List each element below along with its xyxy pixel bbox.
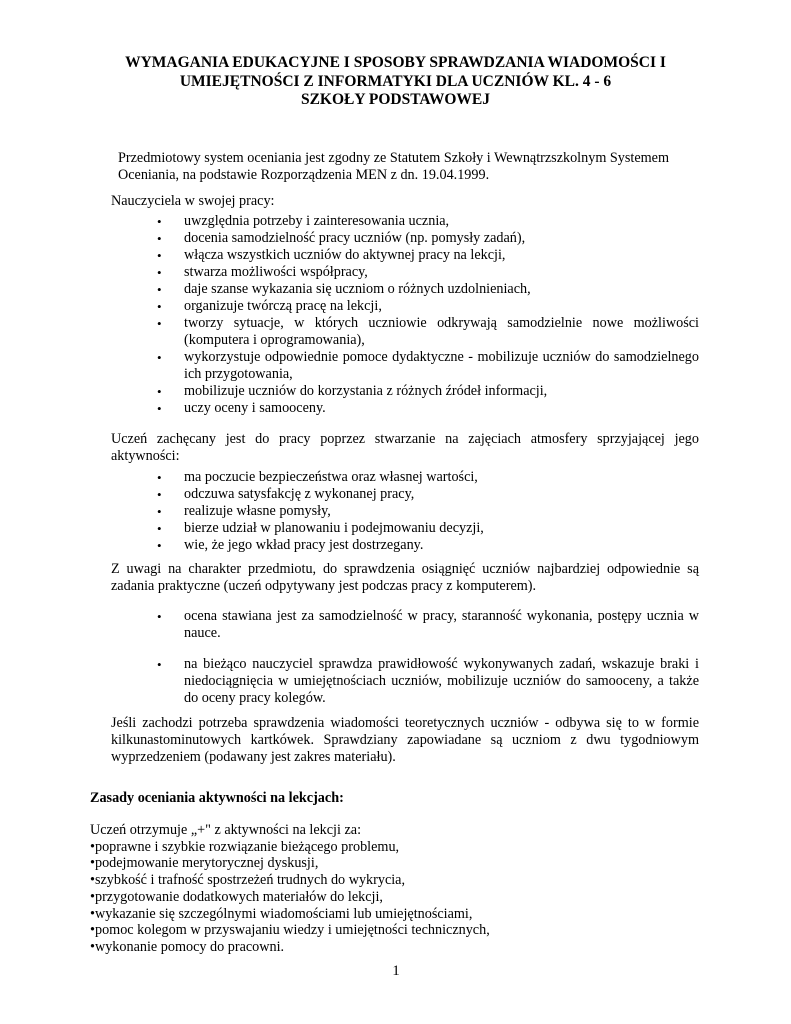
bullet-icon: • xyxy=(157,265,162,280)
bullet-icon: • xyxy=(157,487,162,502)
list-item: • wykorzystuje odpowiednie pomoce dydaktyczne - mobilizuje uczniów do samodzielnego ich przygotowania, xyxy=(157,349,699,382)
intro-line: Przedmiotowy system oceniania jest zgodny ze Statutem Szkoły i Wewnątrzszkolnym Systemem xyxy=(118,150,670,166)
list-item: •wykazanie się szczególnymi wiadomościami lub umiejętnościami, xyxy=(90,905,473,922)
paragraph-line: Uczeń zachęcany jest do pracy poprzez stwarzanie na zajęciach atmosfery sprzyjającej jego xyxy=(111,431,699,447)
teacher-heading: Nauczyciela w swojej pracy: xyxy=(111,193,275,209)
list-item: • tworzy sytuacje, w których uczniowie odkrywają samodzielnie nowe możliwości (komputera i oprogramowania), xyxy=(157,315,699,348)
list-item: • organizuje twórczą pracę na lekcji, xyxy=(157,298,382,314)
rules-heading: Zasady oceniania aktywności na lekcjach: xyxy=(90,790,344,806)
bullet-icon: • xyxy=(157,350,162,365)
page-title xyxy=(90,54,701,110)
bullet-icon: • xyxy=(157,504,162,519)
student-list xyxy=(157,469,699,554)
intro-paragraph xyxy=(118,150,678,184)
paragraph-line: kilkunastominutowych kartkówek. Sprawdziany zapowiadane są uczniom z dwu tygodniowym xyxy=(111,732,699,748)
bullet-icon: • xyxy=(90,855,95,872)
bullet-icon: • xyxy=(90,905,95,922)
list-item: • daje szanse wykazania się uczniom o różnych uzdolnieniach, xyxy=(157,281,531,297)
list-item: •podejmowanie merytorycznej dyskusji, xyxy=(90,855,319,872)
list-item: • ma poczucie bezpieczeństwa oraz własnej wartości, xyxy=(157,469,478,485)
bullet-icon: • xyxy=(90,838,95,855)
bullet-icon: • xyxy=(90,922,95,939)
list-item: •przygotowanie dodatkowych materiałów do lekcji, xyxy=(90,888,383,905)
assessment-list-1 xyxy=(157,608,699,642)
bullet-icon: • xyxy=(157,248,162,263)
theory-paragraph xyxy=(111,715,699,766)
title-line: WYMAGANIA EDUKACYJNE I SPOSOBY SPRAWDZANIA WIADOMOŚCI I xyxy=(125,54,666,71)
bullet-icon: • xyxy=(157,609,162,624)
bullet-icon: • xyxy=(157,316,162,331)
rules-list xyxy=(90,822,710,956)
list-item: • stwarza możliwości współpracy, xyxy=(157,264,368,280)
bullet-icon: • xyxy=(157,538,162,553)
paragraph-line: wyprzedzeniem (podawany jest zakres materiału). xyxy=(111,749,396,765)
list-item: • docenia samodzielność pracy uczniów (np. pomysły zadań), xyxy=(157,230,526,246)
assessment-list-2 xyxy=(157,656,699,707)
character-paragraph xyxy=(111,561,699,595)
list-item: • na bieżąco nauczyciel sprawdza prawidłowość wykonywanych zadań, wskazuje braki i niedociągnięcia w umiejętnościach uczniów, mobilizuje uczniów do samooceny, a także do oceny pracy kolegów. xyxy=(157,656,699,706)
rules-intro: Uczeń otrzymuje „+" z aktywności na lekcji za: xyxy=(90,822,362,838)
page-number: 1 xyxy=(392,963,400,979)
list-item: •wykonanie pomocy do pracowni. xyxy=(90,938,285,955)
intro-line: Oceniania, na podstawie Rozporządzenia MEN z dn. 19.04.1999. xyxy=(118,167,490,183)
list-item: •pomoc kolegom w przyswajaniu wiedzy i umiejętności technicznych, xyxy=(90,922,490,939)
paragraph-line: aktywności: xyxy=(111,448,180,464)
bullet-icon: • xyxy=(90,938,95,955)
bullet-icon: • xyxy=(157,282,162,297)
bullet-icon: • xyxy=(157,214,162,229)
bullet-icon: • xyxy=(157,299,162,314)
bullet-icon: • xyxy=(90,888,95,905)
bullet-icon: • xyxy=(157,401,162,416)
teacher-list xyxy=(157,213,699,417)
bullet-icon: • xyxy=(157,521,162,536)
list-item: • odczuwa satysfakcję z wykonanej pracy, xyxy=(157,486,415,502)
list-item: •poprawne i szybkie rozwiązanie bieżącego problemu, xyxy=(90,838,400,855)
bullet-icon: • xyxy=(157,657,162,672)
paragraph-line: zadania praktyczne (uczeń odpytywany jest podczas pracy z komputerem). xyxy=(111,578,537,594)
bullet-icon: • xyxy=(90,872,95,889)
list-item: • bierze udział w planowaniu i podejmowaniu decyzji, xyxy=(157,520,484,536)
list-item: •szybkość i trafność spostrzeżeń trudnych do wykrycia, xyxy=(90,872,406,889)
title-line: UMIEJĘTNOŚCI Z INFORMATYKI DLA UCZNIÓW KL. 4 - 6 xyxy=(179,72,612,90)
list-item: • ocena stawiana jest za samodzielność w pracy, staranność wykonania, postępy ucznia w nauce. xyxy=(157,608,699,641)
list-item: • realizuje własne pomysły, xyxy=(157,503,331,519)
bullet-icon: • xyxy=(157,384,162,399)
paragraph-line: Z uwagi na charakter przedmiotu, do sprawdzenia osiągnięć uczniów najbardziej odpowiednie są xyxy=(111,561,699,577)
bullet-icon: • xyxy=(157,470,162,485)
title-line: SZKOŁY PODSTAWOWEJ xyxy=(300,91,491,108)
list-item: • uczy oceny i samooceny. xyxy=(157,400,326,416)
paragraph-line: Jeśli zachodzi potrzeba sprawdzenia wiadomości teoretycznych uczniów - odbywa się to w formie xyxy=(111,715,699,731)
student-paragraph xyxy=(111,431,699,465)
bullet-icon: • xyxy=(157,231,162,246)
list-item: • uwzględnia potrzeby i zainteresowania ucznia, xyxy=(157,213,450,229)
list-item: • włącza wszystkich uczniów do aktywnej pracy na lekcji, xyxy=(157,247,506,263)
list-item: • mobilizuje uczniów do korzystania z różnych źródeł informacji, xyxy=(157,383,548,399)
list-item: • wie, że jego wkład pracy jest dostrzegany. xyxy=(157,537,424,553)
